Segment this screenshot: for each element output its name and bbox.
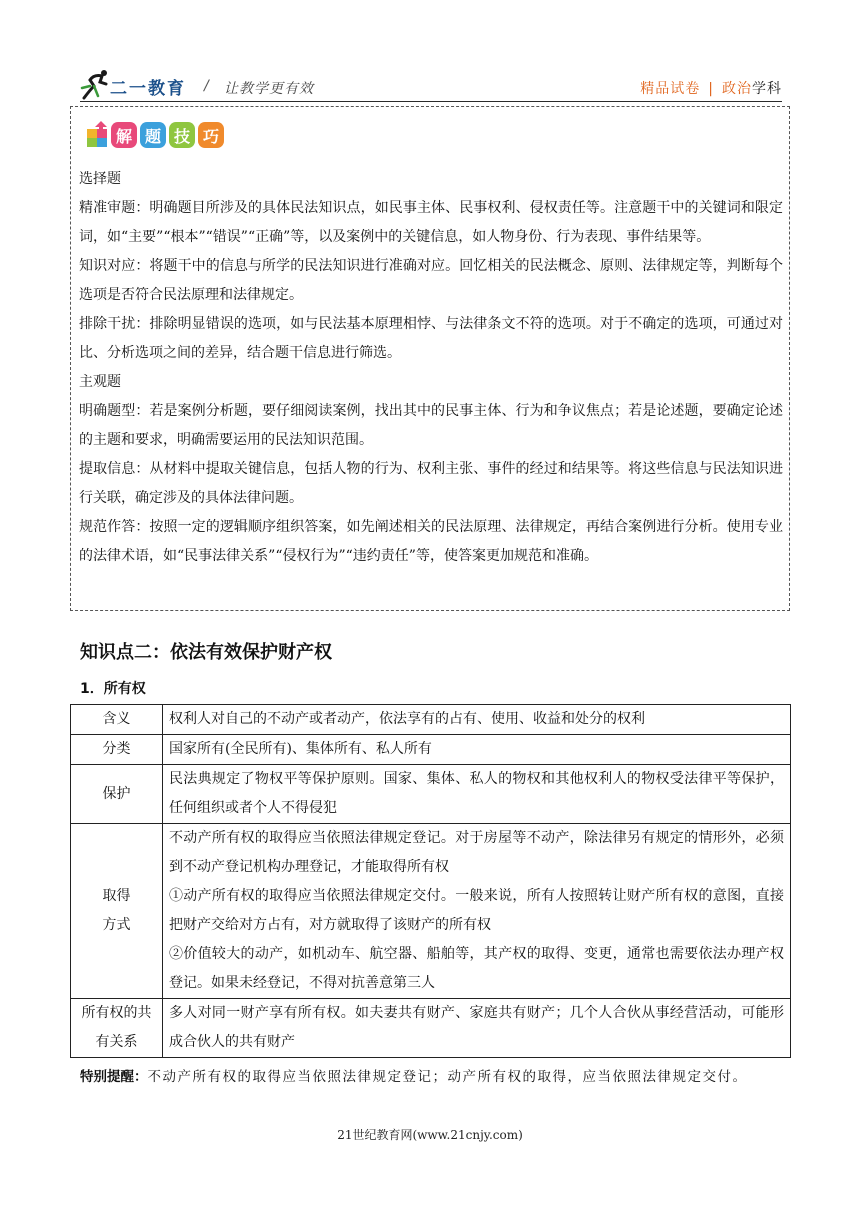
table-row — [71, 735, 791, 765]
page-footer: 21世纪教育网(www.21cnjy.com) — [337, 1128, 523, 1142]
tips-badge: 解 — [111, 122, 137, 148]
puzzle-icon — [87, 121, 109, 147]
header-divider — [80, 101, 782, 102]
row-content-paragraph: 不动产所有权的取得应当依照法律规定登记。对于房屋等不动产，除法律另有规定的情形外，必须到不动产登记机构办理登记，才能取得所有权 — [169, 830, 784, 875]
tips-paragraph: 选择题 — [79, 171, 121, 187]
special-notice — [80, 1065, 748, 1085]
header-right — [640, 78, 782, 98]
tips-paragraph: 明确题型：若是案例分析题，要仔细阅读案例，找出其中的民事主体、行为和争议焦点；若是论述题，要确定论述的主题和要求，明确需要运用的民法知识范围。 — [79, 403, 783, 448]
header-separator: | — [708, 81, 714, 97]
row-content — [163, 705, 791, 735]
subject-colored: 政治 — [722, 81, 752, 97]
row-header — [71, 824, 163, 999]
tips-paragraph: 知识对应：将题干中的信息与所学的民法知识进行准确对应。回忆相关的民法概念、原则、法律规定等，判断每个选项是否符合民法原理和法律规定。 — [79, 258, 783, 303]
row-content-paragraph: 国家所有(全民所有)、集体所有、私人所有 — [169, 741, 432, 757]
table-row — [71, 824, 791, 999]
slogan-separator: / — [204, 78, 209, 94]
row-content — [163, 999, 791, 1058]
tips-badge: 巧 — [198, 122, 224, 148]
slogan: 让教学更有效 — [224, 81, 314, 97]
tips-paragraph: 精准审题：明确题目所涉及的具体民法知识点，如民事主体、民事权利、侵权责任等。注意题干中的关键词和限定词，如“主要”“根本”“错误”“正确”等，以及案例中的关键信息，如人物身份、行为表现、事件结果等。 — [79, 200, 783, 245]
tips-badge: 技 — [169, 122, 195, 148]
ownership-table — [70, 704, 791, 1058]
row-content — [163, 765, 791, 824]
tips-paragraph: 主观题 — [79, 374, 121, 390]
section-title: 知识点二：依法有效保护财产权 — [80, 642, 332, 663]
tips-paragraph: 规范作答：按照一定的逻辑顺序组织答案，如先阐述相关的民法原理、法律规定，再结合案例进行分析。使用专业的法律术语，如“民事法律关系”“侵权行为”“违约责任”等，使答案更加规范和准确。 — [79, 519, 783, 564]
row-content-paragraph: 民法典规定了物权平等保护原则。国家、集体、私人的物权和其他权利人的物权受法律平等保护，任何组织或者个人不得侵犯 — [169, 771, 784, 816]
page-header — [80, 68, 782, 104]
row-content-paragraph: 多人对同一财产享有所有权。如夫妻共有财产、家庭共有财产；几个人合伙从事经营活动，可能形成合伙人的共有财产 — [169, 1005, 784, 1050]
notice-text: 不动产所有权的取得应当依照法律规定登记；动产所有权的取得，应当依照法律规定交付。 — [147, 1069, 748, 1085]
row-header-line: 所有权的共 — [81, 1005, 152, 1021]
row-header-line: 方式 — [102, 917, 131, 933]
row-header: 分类 — [71, 735, 163, 765]
paper-label: 精品试卷 — [640, 81, 701, 97]
tips-paragraph: 排除干扰：排除明显错误的选项，如与民法基本原理相悖、与法律条文不符的选项。对于不确定的选项，可通过对比、分析选项之间的差异，结合题干信息进行筛选。 — [79, 316, 783, 361]
row-content — [163, 824, 791, 999]
row-header — [71, 999, 163, 1058]
tips-box — [70, 106, 790, 611]
row-header-line: 取得 — [102, 888, 131, 904]
row-header-line: 有关系 — [95, 1034, 138, 1050]
table-row — [71, 765, 791, 824]
brand-name: 二一教育 — [110, 79, 186, 99]
row-header: 保护 — [71, 765, 163, 824]
table-row — [71, 705, 791, 735]
row-content-paragraph: 权利人对自己的不动产或者动产，依法享有的占有、使用、收益和处分的权利 — [169, 711, 645, 727]
subsection-title: 1．所有权 — [80, 681, 146, 697]
tips-text — [79, 165, 783, 571]
tips-badges — [111, 122, 224, 148]
table-row — [71, 999, 791, 1058]
subject-dark: 学科 — [752, 81, 782, 97]
tips-paragraph: 提取信息：从材料中提取关键信息，包括人物的行为、权利主张、事件的经过和结果等。将这些信息与民法知识进行关联，确定涉及的具体法律问题。 — [79, 461, 783, 506]
row-content-paragraph: ①动产所有权的取得应当依照法律规定交付。一般来说，所有人按照转让财产所有权的意图，直接把财产交给对方占有，对方就取得了该财产的所有权 — [169, 888, 784, 933]
row-header: 含义 — [71, 705, 163, 735]
row-content-paragraph: ②价值较大的动产，如机动车、航空器、船舶等，其产权的取得、变更，通常也需要依法办理产权登记。如果未经登记，不得对抗善意第三人 — [169, 946, 784, 991]
tips-badge: 题 — [140, 122, 166, 148]
row-content — [163, 735, 791, 765]
notice-label: 特别提醒： — [80, 1069, 148, 1085]
